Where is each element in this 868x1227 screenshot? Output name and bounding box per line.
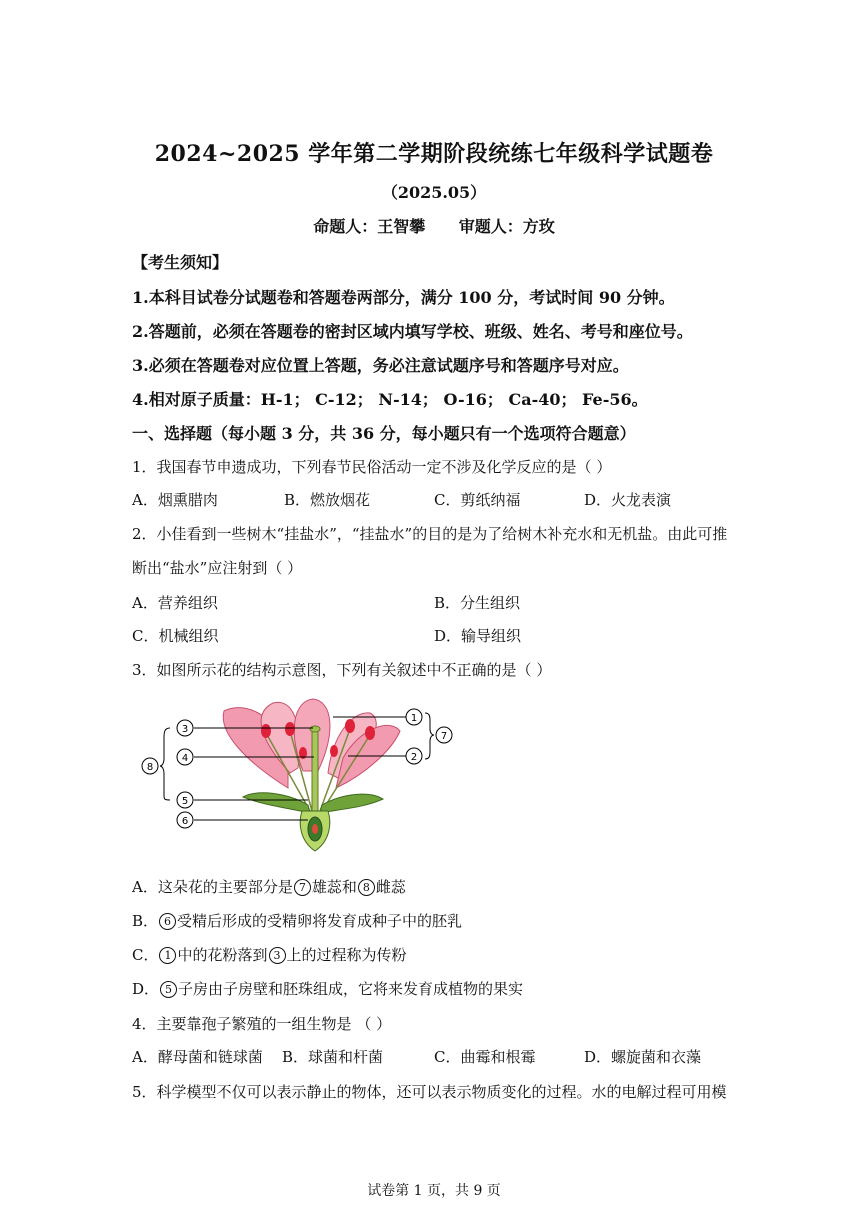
option-a: A．酵母菌和链球菌 — [132, 1048, 263, 1066]
author-name: 命题人：王智攀 — [313, 217, 426, 236]
authors-line — [0, 214, 868, 237]
notice-item: 3.必须在答题卷对应位置上答题，务必注意试题序号和答题序号对应。 — [132, 356, 629, 375]
question-1-stem: 1．我国春节申遗成功，下列春节民俗活动一定不涉及化学反应的是（ ） — [132, 458, 612, 476]
label-6 — [177, 812, 193, 828]
option-a: A．营养组织 — [132, 594, 218, 612]
page-footer: 试卷第 1 页，共 9 页 — [367, 1183, 501, 1199]
label-1 — [406, 709, 422, 725]
label-3 — [177, 720, 193, 736]
exam-title: 2024~2025 学年第二学期阶段统练七年级科学试题卷 — [154, 141, 714, 167]
question-3-option-b: B． 6 受精后形成的受精卵将发育成种子中的胚乳 — [132, 912, 463, 930]
question-3-stem: 3．如图所示花的结构示意图，下列有关叙述中不正确的是（ ） — [132, 661, 552, 679]
label-7-text: 7 — [440, 731, 448, 742]
question-3-option-c: C． 1 中的花粉落到 3 上的过程称为传粉 — [132, 946, 407, 964]
label-7 — [436, 727, 452, 743]
label-2-text: 2 — [410, 752, 418, 763]
label-4-text: 4 — [181, 753, 189, 764]
notice-heading: 【考生须知】 — [132, 253, 229, 272]
sepal-right — [320, 794, 383, 813]
flower-structure-diagram — [138, 693, 458, 858]
option-b: B．分生组织 — [434, 594, 521, 612]
label-5-text: 5 — [181, 796, 189, 807]
option-d: D．输导组织 — [434, 627, 522, 645]
question-2-stem-cont: 断出“盐水”应注射到（ ） — [132, 559, 303, 577]
label-4 — [177, 749, 193, 765]
option-d: D．火龙表演 — [584, 491, 672, 509]
exam-date: （2025.05） — [381, 183, 487, 202]
question-5-stem: 5．科学模型不仅可以表示静止的物体，还可以表示物质变化的过程。水的电解过程可用模 — [132, 1083, 727, 1101]
option-b: B．球菌和杆菌 — [282, 1048, 384, 1066]
question-3-option-d: D． 5 子房由子房壁和胚珠组成，它将来发育成植物的果实 — [132, 980, 524, 998]
label-2 — [406, 748, 422, 764]
option-a: A．烟熏腊肉 — [132, 491, 218, 509]
option-c: C．机械组织 — [132, 627, 219, 645]
label-5 — [177, 792, 193, 808]
sepal-left — [243, 793, 310, 813]
notice-item: 1.本科目试卷分试题卷和答题卷两部分，满分 100 分，考试时间 90 分钟。 — [132, 288, 675, 307]
option-c: C．曲霉和根霉 — [434, 1048, 536, 1066]
question-4-stem: 4．主要靠孢子繁殖的一组生物是 （ ） — [132, 1015, 392, 1033]
option-b: B．燃放烟花 — [284, 491, 371, 509]
label-8 — [142, 758, 158, 774]
option-d: D．螺旋菌和衣藻 — [584, 1048, 702, 1066]
question-3-option-a: A．这朵花的主要部分是 7 雄蕊和 8 雌蕊 — [132, 878, 406, 896]
label-1-text: 1 — [410, 713, 418, 724]
notice-item: 2.答题前，必须在答题卷的密封区域内填写学校、班级、姓名、考号和座位号。 — [132, 322, 693, 341]
section-heading: 一、选择题（每小题 3 分，共 36 分，每小题只有一个选项符合题意） — [132, 424, 636, 443]
label-6-text: 6 — [181, 816, 189, 827]
label-3-text: 3 — [181, 724, 189, 735]
label-8-text: 8 — [146, 762, 154, 773]
reviewer-name: 审题人：方玫 — [458, 217, 555, 236]
question-2-stem: 2．小佳看到一些树木“挂盐水”，“挂盐水”的目的是为了给树木补充水和无机盐。由此可推 — [132, 525, 728, 543]
option-c: C．剪纸纳福 — [434, 491, 521, 509]
notice-item: 4.相对原子质量：H-1； C-12； N-14； O-16； Ca-40； Fe-56。 — [132, 390, 648, 409]
